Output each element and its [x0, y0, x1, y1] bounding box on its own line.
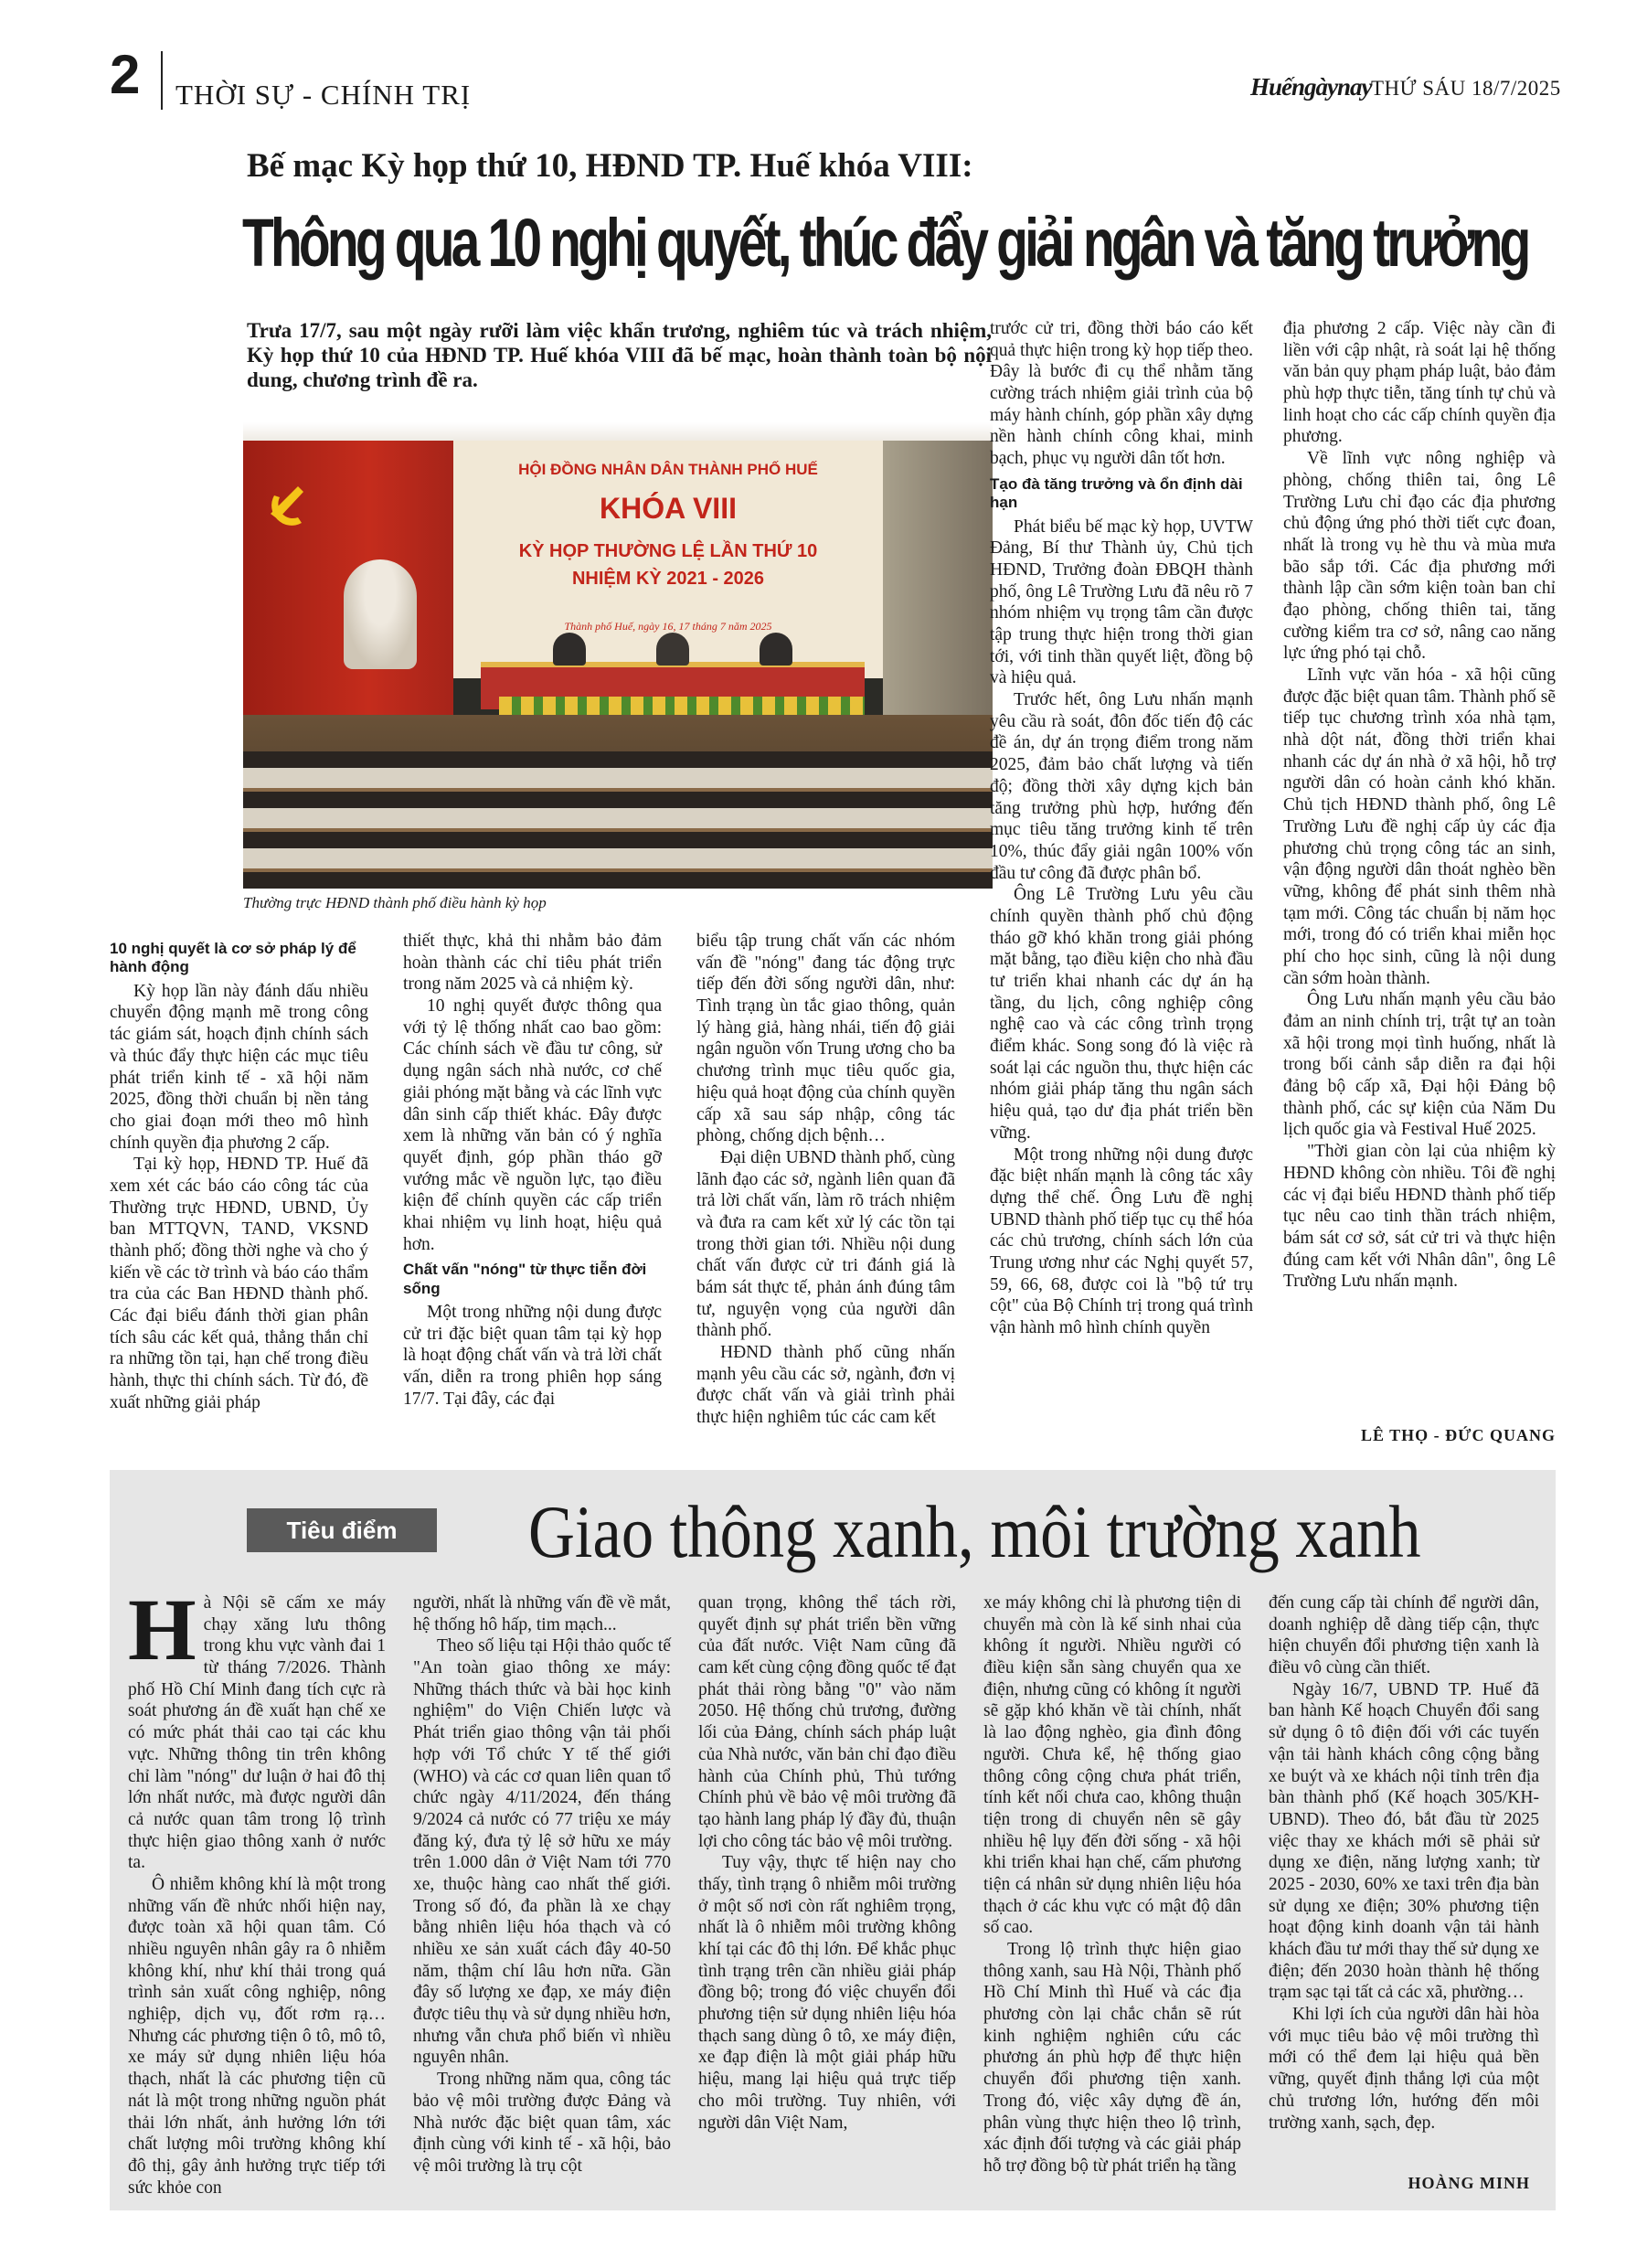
paragraph: Về lĩnh vực nông nghiệp và phòng, chống thiên tai, ông Lê Trường Lưu chỉ đạo các địa phương chủ động ứng phó thời tiết cực đoan, nhất là trong vụ hè thu và mùa mưa bão sắp tới. Các địa phương mới thành lập cần sớm kiện toàn ban chỉ đạo phòng, chống thiên tai, tăng cường kiểm tra cơ sở, nâng cao năng lực ứng phó tại chỗ.	[1283, 449, 1556, 664]
paragraph: Tuy vậy, thực tế hiện nay cho thấy, tình trạng ô nhiễm môi trường ở một số nơi còn rất nghiêm trọng, nhất là ô nhiễm môi trường không khí tại các đô thị lớn. Để khắc phục tình trạng trên cần nhiều giải pháp đồng bộ; trong đó việc chuyển đổi phương tiện sử dụng nhiên liệu hóa thạch sang dùng ô tô, xe máy điện, xe đạp điện là một giải pháp hữu hiệu, mang lại hiệu quả trực tiếp cho môi trường. Tuy nhiên, với người dân Việt Nam,	[698, 1853, 956, 2133]
paragraph	[128, 1581, 386, 1874]
article1-subhead3: Tạo đà tăng trưởng và ổn định dài hạn	[990, 474, 1243, 512]
header-divider	[161, 51, 163, 110]
article2-col2	[413, 1592, 671, 2177]
paragraph: HĐND thành phố cũng nhấn mạnh yêu cầu các sở, ngành, đơn vị được chất vấn và giải trình phải thực hiện nghiêm túc các cam kết	[696, 1343, 955, 1428]
section-title: THỜI SỰ - CHÍNH TRỊ	[175, 79, 472, 111]
paragraph: Trong lộ trình thực hiện giao thông xanh, sau Hà Nội, Thành phố Hồ Chí Minh thì Huế và các địa phương còn lại chắc chắn sẽ rút kinh nghiệm nghiên cứu các phương án phù hợp để thực hiện chuyển đổi phương tiện xanh. Trong đó, việc xây dựng đề án, phân vùng thực hiện theo lộ trình, xác định đối tượng và các giải pháp hỗ trợ đồng bộ từ phát triển hạ tầng	[983, 1940, 1241, 2176]
article1-lead: Trưa 17/7, sau một ngày rưỡi làm việc khẩn trương, nghiêm túc và trách nhiệm, Kỳ họp thứ 10 của HĐND TP. Huế khóa VIII đã bế mạc, hoàn thành toàn bộ nội dung, chương trình đề ra.	[247, 319, 992, 391]
paragraph: đến cung cấp tài chính để người dân, doanh nghiệp dễ dàng tiếp cận, thực hiện chuyển đổi phương tiện xanh là điều vô cùng cần thiết.	[1269, 1593, 1539, 1678]
article1-col3	[696, 931, 955, 1429]
backdrop-line3: KỲ HỌP THƯỜNG LỆ LẦN THỨ 10	[518, 541, 818, 561]
masthead-logo: Huếngàynay	[1250, 73, 1372, 101]
paragraph: Ông Lưu nhấn mạnh yêu cầu bảo đảm an ninh chính trị, trật tự an toàn xã hội trong mọi tình huống, nhất là trong bối cảnh sắp diễn ra đại hội đảng bộ cấp xã, Đại hội Đảng bộ thành phố, các sự kiện của Năm Du lịch quốc gia và Festival Huế 2025.	[1283, 990, 1556, 1140]
article1-subhead1: 10 nghị quyết là cơ sở pháp lý để hành động	[110, 940, 356, 976]
backdrop-line5: Thành phố Huế, ngày 16, 17 tháng 7 năm 2025	[564, 620, 772, 633]
backdrop-line1: HỘI ĐỒNG NHÂN DÂN THÀNH PHỐ HUẾ	[518, 461, 818, 478]
paragraph: Kỳ họp lần này đánh dấu nhiều chuyển động mạnh mẽ trong công tác giám sát, hoạch định chính sách và thúc đẩy thực hiện các mục tiêu phát triển kinh tế - xã hội năm 2025, đồng thời chuẩn bị nền tảng cho giai đoạn mới theo mô hình chính quyền địa phương 2 cấp.	[110, 981, 368, 1153]
page-header	[0, 0, 1647, 119]
paragraph: xe máy không chỉ là phương tiện di chuyển mà còn là kế sinh nhai của không ít người. Nhiều người có điều kiện sẵn sàng chuyển qua xe điện, nhưng cũng có không ít người sẽ gặp khó khăn về tài chính, nhất là lao động nghèo, gia đình đông người. Chưa kể, hệ thống giao thông công cộng chưa phát triển, tính kết nối chưa cao, không thuận tiện trong di chuyển nên sẽ gây nhiều hệ lụy đến đời sống - xã hội khi triển khai hạn chế, cấm phương tiện cá nhân sử dụng nhiên liệu hóa thạch ở các khu vực có mật độ dân số cao.	[983, 1593, 1241, 1938]
article2-byline: HOÀNG MINH	[1408, 2174, 1530, 2192]
paragraph: Tại kỳ họp, HĐND TP. Huế đã xem xét các báo cáo công tác của Thường trực HĐND, UBND, Ủy ban MTTQVN, TAND, VKSND thành phố; đồng thời nghe và cho ý kiến về các tờ trình và báo cáo thẩm tra của các Ban HĐND thành phố. Các đại biểu đánh thời gian phân tích sâu các kết quả, thẳng thắn chỉ ra những tồn tại, hạn chế trong điều hành, thực thi chính sách. Từ đó, đề xuất những giải pháp	[110, 1155, 368, 1412]
article1-col4	[990, 318, 1253, 1339]
article2-col1	[128, 1581, 386, 2199]
photo-right-wall	[883, 441, 993, 715]
article1-col2	[403, 931, 662, 1411]
paragraph: Khi lợi ích của người dân hài hòa với mục tiêu bảo vệ môi trường thì mới có thể đem lại hiệu quả bền vững, quyết định thắng lợi của một chủ trương lớn, hướng đến môi trường xanh, sạch, đẹp.	[1269, 2005, 1539, 2133]
party-flag-icon	[261, 477, 316, 532]
paragraph: quan trọng, không thể tách rời, quyết định sự phát triển bền vững của đất nước. Việt Nam cũng đã cam kết cùng cộng đồng quốc tế đạt phát thải ròng bằng "0" vào năm 2050. Hệ thống chủ trương, đường lối của Đảng, chính sách pháp luật của Nhà nước, văn bản chỉ đạo điều hành của Chính phủ, Thủ tướng Chính phủ về bảo vệ môi trường đã tạo hành lang pháp lý đầy đủ, thuận lợi cho công tác bảo vệ môi trường.	[698, 1593, 956, 1851]
paragraph: "Thời gian còn lại của nhiệm kỳ HĐND không còn nhiều. Tôi đề nghị các vị đại biểu HĐND thành phố tiếp tục nêu cao tinh thần trách nhiệm, bám sát cơ sở, sát cử tri và thực hiện đúng cam kết với Nhân dân", ông Lê Trường Lưu nhấn mạnh.	[1283, 1142, 1556, 1292]
dropcap-letter: H	[128, 1581, 197, 1678]
audience-rows	[243, 751, 993, 889]
paragraph: Đại diện UBND thành phố, cùng lãnh đạo các sở, ngành liên quan đã trả lời chất vấn, làm rõ trách nhiệm và đưa ra cam kết xử lý các tồn tại trong thời gian tới. Nhiều nội dung chất vấn được cử tri đánh giá là bám sát thực tế, phản ánh đúng tâm tư, nguyện vọng của người dân thành phố.	[696, 1147, 955, 1341]
paragraph: thiết thực, khả thi nhằm bảo đảm hoàn thành các chỉ tiêu phát triển trong năm 2025 và cả nhiệm kỳ.	[403, 932, 662, 995]
paragraph: trước cử tri, đồng thời báo cáo kết quả thực hiện trong kỳ họp tiếp theo. Đây là bước đi cụ thể nhằm tăng cường trách nhiệm giải trình của bộ máy hành chính, góp phần xây dựng nền hành chính công khai, minh bạch, phục vụ người dân tốt hơn.	[990, 319, 1253, 469]
presiding-members	[517, 633, 828, 665]
paragraph: Một trong những nội dung được đặc biệt nhấn mạnh là công tác xây dựng thể chế. Ông Lưu đề nghị UBND thành phố tiếp tục cụ thể hóa các chủ trương, chính sách lớn của Trung ương như các Nghị quyết 57, 59, 66, 68, được coi là "bộ tứ trụ cột" của Bộ Chính trị trong quá trình vận hành mô hình chính quyền	[990, 1145, 1253, 1338]
paragraph: 10 nghị quyết được thông qua với tỷ lệ thống nhất cao bao gồm: Các chính sách về đầu tư công, sử dụng ngân sách nhà nước, cơ chế giải phóng mặt bằng và các lĩnh vực dân sinh cấp thiết khác. Đây được xem là những văn bản có ý nghĩa quyết định, góp phần tháo gỡ vướng mắc về nguồn lực, tạo điều kiện để chính quyền các cấp triển khai nhiệm vụ linh hoạt, hiệu quả hơn.	[403, 996, 662, 1254]
paragraph: Theo số liệu tại Hội thảo quốc tế "An toàn giao thông xe máy: Những thách thức và bài học kinh nghiệm" do Viện Chiến lược và Phát triển giao thông vận tải phối hợp với Tổ chức Y tế thế giới (WHO) và các cơ quan liên quan tổ chức ngày 4/11/2024, đến tháng 9/2024 cả nước có 77 triệu xe máy đăng ký, đưa tỷ lệ sở hữu xe máy trên 1.000 dân ở Việt Nam tới 770 xe, thuộc hàng cao nhất thế giới. Trong số đó, đa phần là xe chạy bằng nhiên liệu hóa thạch và có nhiều xe sản xuất cách đây 40-50 năm, thậm chí lâu hơn nữa. Gần đây số lượng xe đạp, xe máy điện được tiêu thụ và sử dụng nhiều hơn, nhưng vẫn chưa phổ biến vì nhiều nguyên nhân.	[413, 1636, 671, 2068]
paragraph: Trước hết, ông Lưu nhấn mạnh yêu cầu rà soát, đôn đốc tiến độ các đề án, dự án trọng điểm trong năm 2025, đảm bảo chất lượng và tiến độ; đồng thời xây dựng kịch bản tăng trưởng phù hợp, hướng đến mục tiêu tăng trưởng kinh tế trên 10%, thúc đẩy giải ngân 100% vốn đầu tư công đã được phân bổ.	[990, 690, 1253, 883]
backdrop-line2: KHÓA VIII	[600, 492, 737, 525]
paragraph: biểu tập trung chất vấn các nhóm vấn đề "nóng" đang tác động trực tiếp đến đời sống người dân, như: Tình trạng ùn tắc giao thông, quản lý hàng giả, hàng nhái, tiến độ giải ngân nguồn vốn Trung ương cho ba chương trình mục tiêu quốc gia, hiệu quả hoạt động của chính quyền cấp xã sau sáp nhập, công tác phòng, chống dịch bệnh…	[696, 932, 955, 1146]
paragraph: Một trong những nội dung được cử tri đặc biệt quan tâm tại kỳ họp là hoạt động chất vấn và trả lời chất vấn, diễn ra trong phiên họp sáng 17/7. Tại đây, các đại	[403, 1303, 662, 1409]
article1-byline: LÊ THỌ - ĐỨC QUANG	[1360, 1426, 1556, 1444]
paragraph: Trong những năm qua, công tác bảo vệ môi trường được Đảng và Nhà nước đặc biệt quan tâm, xác định cùng với kinh tế - xã hội, bảo vệ môi trường là trụ cột	[413, 2070, 671, 2176]
person-1	[553, 633, 586, 665]
article1-kicker: Bế mạc Kỳ họp thứ 10, HĐND TP. Huế khóa VIII:	[247, 147, 973, 185]
article1-headline: Thông qua 10 nghị quyết, thúc đẩy giải ngân và tăng trưởng	[242, 205, 1528, 281]
flower-arrangement	[499, 697, 865, 717]
paragraph: Ngày 16/7, UBND TP. Huế đã ban hành Kế hoạch Chuyển đổi sang sử dụng ô tô điện đối với các tuyến vận tải hành khách công cộng bằng xe buýt và xe khách nội tỉnh trên địa bàn thành phố (Kế hoạch 305/KH-UBND). Theo đó, bắt đầu từ 2025 việc thay xe khách mới sẽ phải sử dụng xe điện, năng lượng xanh; từ 2025 - 2030, 60% xe taxi trên địa bàn sử dụng xe điện; 30% phương tiện hoạt động kinh doanh vận tải hành khách đầu tư mới thay thế sử dụng xe điện; đến 2030 hoàn thành hệ thống trạm sạc tại tất cả các xã, phường…	[1269, 1679, 1539, 2003]
backdrop-line4: NHIỆM KỲ 2021 - 2026	[571, 569, 765, 589]
article2-col3	[698, 1592, 956, 2134]
person-2	[656, 633, 689, 665]
ho-chi-minh-bust	[344, 559, 417, 669]
page-number: 2	[110, 44, 141, 105]
paragraph-text: à Nội sẽ cấm xe máy chạy xăng lưu thông trong khu vực vành đai 1 từ tháng 7/2026. Thành phố Hồ Chí Minh đang tích cực rà soát phương án đề xuất hạn chế xe có mức phát thải cao tại các khu vực. Những thông tin trên không chỉ làm "nóng" dư luận ở hai đô thị lớn nhất nước, mà được người dân cả nước quan tâm trong lộ trình thực hiện giao thông xanh ở nước ta.	[128, 1593, 386, 1873]
paragraph: địa phương 2 cấp. Việc này cần đi liền với cập nhật, rà soát lại hệ thống văn bản quy phạm pháp luật, bảo đảm phù hợp thực tiễn, tăng tính tự chủ và linh hoạt cho các cấp chính quyền địa phương.	[1283, 319, 1556, 447]
person-3	[760, 633, 792, 665]
issue-date: THỨ SÁU 18/7/2025	[1371, 77, 1561, 100]
focus-tag-label: Tiêu điểm	[286, 1516, 398, 1544]
article2-col5	[1269, 1592, 1539, 2134]
focus-box	[110, 1470, 1556, 2210]
paragraph: Ô nhiễm không khí là một trong những vấn đề nhức nhối hiện nay, được toàn xã hội quan tâm. Có nhiều nguyên nhân gây ra ô nhiễm không khí, như khí thải trong quá trình sản xuất công nghiệp, nông nghiệp, dịch vụ, đốt rơm rạ… Nhưng các phương tiện ô tô, mô tô, xe máy sử dụng nhiên liệu hóa thạch, nhất là các phương tiện cũ nát là một trong những nguồn phát thải lớn nhất, ảnh hưởng lớn tới chất lượng môi trường không khí đô thị, gây ảnh hưởng trực tiếp tới sức khỏe con	[128, 1874, 386, 2198]
paragraph: người, nhất là những vấn đề về mắt, hệ thống hô hấp, tim mạch...	[413, 1593, 671, 1634]
article1-col1	[110, 934, 368, 1414]
session-photo	[243, 422, 993, 889]
article2-col4	[983, 1592, 1241, 2177]
article2-headline: Giao thông xanh, môi trường xanh	[528, 1490, 1421, 1573]
article1-subhead2: Chất vấn "nóng" từ thực tiễn đời sống	[403, 1261, 647, 1297]
paragraph: Lĩnh vực văn hóa - xã hội cũng được đặc biệt quan tâm. Thành phố sẽ tiếp tục chương trình xóa nhà tạm, nhà dột nát, đồng thời triển khai nhanh các dự án nhà ở xã hội, hỗ trợ người dân có hoàn cảnh khó khăn. Chủ tịch HĐND thành phố, ông Lê Trường Lưu đề nghị cấp ủy các địa phương chủ trọng công tác an sinh, vận động người dân thoát nghèo bền vững, không để phát sinh thêm nhà tạm mới. Công tác chuẩn bị năm học mới, trong đó có triển khai miễn học phí cho học sinh, cũng là nội dung cần sớm hoàn thành.	[1283, 665, 1556, 988]
paragraph: Phát biểu bế mạc kỳ họp, UVTW Đảng, Bí thư Thành ủy, Chủ tịch HĐND, Trưởng đoàn ĐBQH thành phố, ông Lê Trường Lưu đã nêu rõ 7 nhóm nhiệm vụ trọng tâm cần được tập trung thực hiện trong thời gian tới, với tinh thần quyết liệt, đồng bộ và hiệu quả.	[990, 516, 1253, 688]
focus-tag	[247, 1508, 437, 1552]
paragraph: Ông Lê Trường Lưu yêu cầu chính quyền thành phố chủ động tháo gỡ khó khăn trong giải phóng mặt bằng, tạo điều kiện cho nhà đầu tư triển khai nhanh các dự án hạ tầng, du lịch, công nghiệp công nghệ cao và các công trình trọng điểm khác. Song song đó là việc rà soát lại các nguồn thu, thực hiện các nhóm giải pháp tăng thu ngân sách hiệu quả, tạo dư địa phát triển bền vững.	[990, 885, 1253, 1143]
article1-col5	[1283, 318, 1556, 1293]
photo-caption: Thường trực HĐND thành phố điều hành kỳ họp	[243, 894, 547, 911]
